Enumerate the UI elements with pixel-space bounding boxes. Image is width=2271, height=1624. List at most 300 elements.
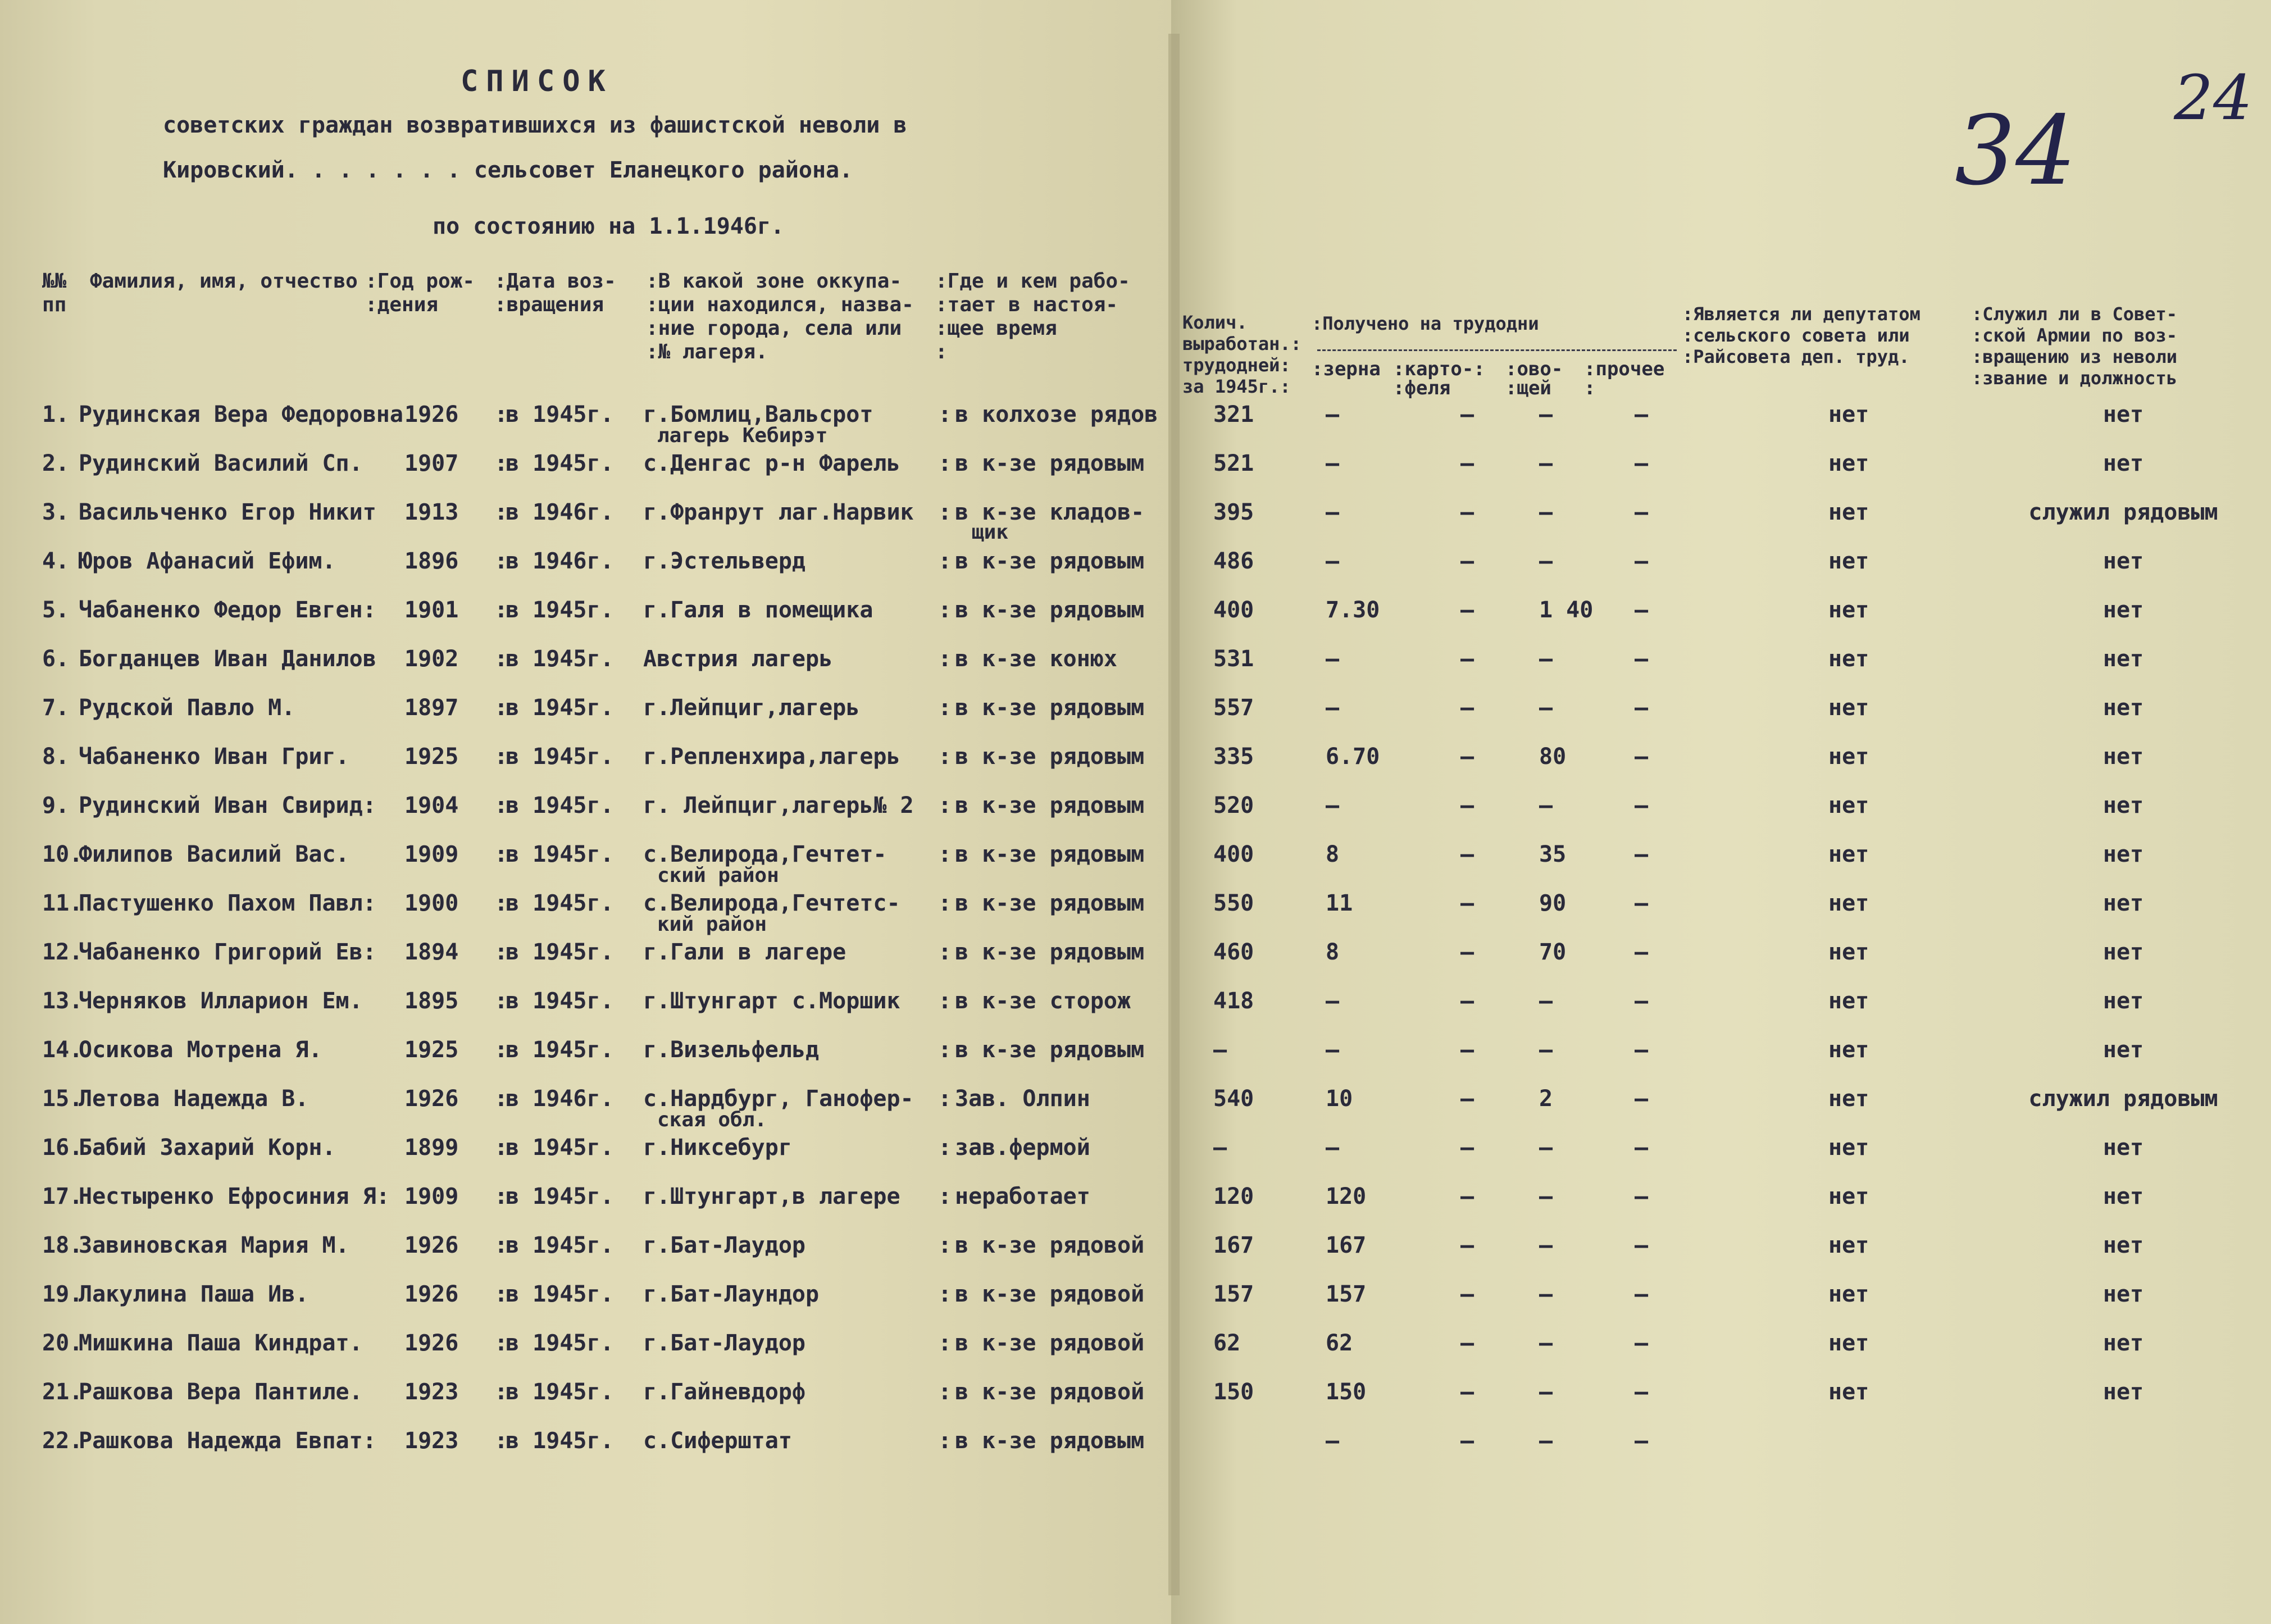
row-current-work: в к-зе сторож — [955, 988, 1131, 1014]
row-army-service: нет — [2102, 1232, 2144, 1258]
column-separator: : — [494, 1037, 508, 1063]
row-return-date: в 1945г. — [506, 451, 614, 476]
row-army-service: нет — [2102, 793, 2144, 818]
row-deputy: нет — [1828, 646, 1869, 672]
page-number-corner: 24 — [2174, 62, 2252, 134]
row-deputy: нет — [1828, 695, 1869, 721]
row-return-date: в 1945г. — [506, 841, 614, 867]
column-separator: : — [938, 1184, 952, 1209]
row-grain: – — [1326, 1428, 1340, 1454]
row-other: – — [1635, 451, 1649, 476]
row-other: – — [1635, 1184, 1649, 1209]
header-name: Фамилия, имя, отчество — [90, 270, 358, 293]
row-occupation-zone: г.Гайневдорф — [643, 1379, 805, 1405]
row-occupation-zone: г.Репленхира,лагерь — [643, 744, 900, 770]
row-army-service: нет — [2102, 841, 2144, 867]
row-birth-year: 1909 — [404, 1184, 459, 1209]
row-vegetables: – — [1539, 451, 1553, 476]
row-occupation-zone: г.Франрут лаг.Нарвик — [643, 499, 914, 525]
row-workdays: 395 — [1213, 499, 1254, 525]
row-grain: 6.70 — [1326, 744, 1380, 770]
row-name: Летова Надежда В. — [79, 1086, 309, 1112]
row-name: Рудинский Василий Сп. — [79, 451, 363, 476]
row-birth-year: 1895 — [404, 988, 459, 1014]
row-deputy: нет — [1828, 1379, 1869, 1405]
column-separator: : — [938, 1330, 952, 1356]
row-workdays: 62 — [1213, 1330, 1241, 1356]
row-other: – — [1635, 1037, 1649, 1063]
column-separator: : — [938, 597, 952, 623]
row-return-date: в 1945г. — [506, 793, 614, 818]
row-name: Богданцев Иван Данилов — [79, 646, 376, 672]
row-vegetables: – — [1539, 695, 1553, 721]
row-grain: – — [1326, 499, 1340, 525]
column-separator: : — [938, 1379, 952, 1405]
column-separator: : — [938, 1232, 952, 1258]
column-separator: : — [494, 939, 508, 965]
row-return-date: в 1946г. — [506, 548, 614, 574]
row-deputy: нет — [1828, 451, 1869, 476]
row-workdays: – — [1213, 1037, 1227, 1063]
row-potato: – — [1460, 597, 1474, 623]
row-occupation-zone: г.Штунгарт,в лагере — [643, 1184, 900, 1209]
row-current-work-cont: щик — [972, 521, 1009, 544]
row-return-date: в 1945г. — [506, 1330, 614, 1356]
row-return-date: в 1946г. — [506, 499, 614, 525]
row-other: – — [1635, 1135, 1649, 1161]
row-occupation-zone: с.Велирода,Гечтет- — [643, 841, 887, 867]
row-workdays: 321 — [1213, 402, 1254, 427]
row-number: 14. — [42, 1037, 83, 1063]
row-grain: – — [1326, 695, 1340, 721]
row-name: Пастушенко Пахом Павл: — [79, 890, 376, 916]
row-potato: – — [1460, 402, 1474, 427]
column-separator: : — [938, 451, 952, 476]
row-vegetables: 35 — [1539, 841, 1567, 867]
header-zone: :В какой зоне оккупа- :ции находился, назва- :ние города, села или :№ лагеря. — [646, 270, 914, 363]
doc-location: Кировский. . . . . . . сельсовет Еланецкого района. — [163, 157, 853, 183]
row-number: 13. — [42, 988, 83, 1014]
row-army-service: нет — [2102, 744, 2144, 770]
column-separator: : — [494, 646, 508, 672]
row-deputy: нет — [1828, 1037, 1869, 1063]
row-name: Чабаненко Федор Евген: — [79, 597, 376, 623]
row-birth-year: 1909 — [404, 841, 459, 867]
page-number-stamp: 34 — [1955, 95, 2077, 207]
row-return-date: в 1945г. — [506, 1428, 614, 1454]
row-grain: – — [1326, 1037, 1340, 1063]
row-name: Нестыренко Ефросиния Я: — [79, 1184, 390, 1209]
header-veg: :ово- :щей — [1505, 358, 1563, 399]
row-potato: – — [1460, 744, 1474, 770]
row-birth-year: 1926 — [404, 1281, 459, 1307]
row-potato: – — [1460, 1281, 1474, 1307]
column-separator: : — [938, 402, 952, 427]
row-vegetables: 80 — [1539, 744, 1567, 770]
row-potato: – — [1460, 1135, 1474, 1161]
column-separator: : — [494, 988, 508, 1014]
row-grain: 7.30 — [1326, 597, 1380, 623]
row-birth-year: 1907 — [404, 451, 459, 476]
row-deputy: нет — [1828, 793, 1869, 818]
row-army-service: нет — [2102, 597, 2144, 623]
row-potato: – — [1460, 695, 1474, 721]
row-deputy: нет — [1828, 890, 1869, 916]
row-return-date: в 1945г. — [506, 939, 614, 965]
row-number: 5. — [42, 597, 70, 623]
row-workdays: 540 — [1213, 1086, 1254, 1112]
row-birth-year: 1923 — [404, 1379, 459, 1405]
row-vegetables: – — [1539, 402, 1553, 427]
row-vegetables: 2 — [1539, 1086, 1553, 1112]
row-deputy: нет — [1828, 1184, 1869, 1209]
row-potato: – — [1460, 1037, 1474, 1063]
row-current-work: в к-зе рядовым — [955, 890, 1145, 916]
header-workdays: Колич. выработан.: трудодней: за 1945г.: — [1182, 312, 1301, 397]
row-return-date: в 1945г. — [506, 597, 614, 623]
column-separator: : — [494, 1379, 508, 1405]
row-potato: – — [1460, 1428, 1474, 1454]
row-deputy: нет — [1828, 841, 1869, 867]
row-birth-year: 1926 — [404, 402, 459, 427]
row-army-service: нет — [2102, 1281, 2144, 1307]
row-birth-year: 1896 — [404, 548, 459, 574]
row-occupation-zone: г.Гали в лагере — [643, 939, 846, 965]
column-separator: : — [938, 1037, 952, 1063]
row-name: Осикова Мотрена Я. — [79, 1037, 322, 1063]
row-army-service: нет — [2102, 988, 2144, 1014]
row-grain: 8 — [1326, 841, 1340, 867]
row-birth-year: 1894 — [404, 939, 459, 965]
row-army-service: нет — [2102, 1379, 2144, 1405]
column-separator: : — [494, 841, 508, 867]
row-current-work: в к-зе кладов- — [955, 499, 1145, 525]
row-other: – — [1635, 1281, 1649, 1307]
row-grain: 10 — [1326, 1086, 1353, 1112]
column-separator: : — [938, 939, 952, 965]
row-vegetables: – — [1539, 1037, 1553, 1063]
column-separator: : — [494, 1281, 508, 1307]
row-birth-year: 1913 — [404, 499, 459, 525]
row-vegetables: – — [1539, 1379, 1553, 1405]
column-separator: : — [938, 646, 952, 672]
row-name: Бабий Захарий Корн. — [79, 1135, 336, 1161]
row-other: – — [1635, 841, 1649, 867]
row-army-service: нет — [2102, 1330, 2144, 1356]
row-occupation-zone: г.Штунгарт с.Моршик — [643, 988, 900, 1014]
row-other: – — [1635, 402, 1649, 427]
row-return-date: в 1945г. — [506, 890, 614, 916]
row-name: Рашкова Надежда Евпат: — [79, 1428, 376, 1454]
row-potato: – — [1460, 890, 1474, 916]
row-army-service: служил рядовым — [2028, 499, 2218, 525]
row-number: 1. — [42, 402, 70, 427]
row-number: 15. — [42, 1086, 83, 1112]
row-other: – — [1635, 646, 1649, 672]
row-army-service: нет — [2102, 1184, 2144, 1209]
row-current-work: в к-зе рядовым — [955, 793, 1145, 818]
row-number: 12. — [42, 939, 83, 965]
row-occupation-zone: г. Лейпциг,лагерь№ 2 — [643, 793, 914, 818]
row-occupation-zone-cont: ский район — [657, 864, 779, 887]
row-number: 8. — [42, 744, 70, 770]
row-occupation-zone: г.Бат-Лаудор — [643, 1232, 805, 1258]
row-birth-year: 1926 — [404, 1232, 459, 1258]
row-return-date: в 1945г. — [506, 1184, 614, 1209]
row-potato: – — [1460, 1379, 1474, 1405]
row-grain: 157 — [1326, 1281, 1367, 1307]
row-occupation-zone: с.Денгас р-н Фарель — [643, 451, 900, 476]
row-other: – — [1635, 1379, 1649, 1405]
row-deputy: нет — [1828, 597, 1869, 623]
row-vegetables: – — [1539, 1281, 1553, 1307]
row-other: – — [1635, 1232, 1649, 1258]
row-vegetables: – — [1539, 499, 1553, 525]
header-other: :прочее : — [1584, 358, 1665, 399]
row-current-work: неработает — [955, 1184, 1090, 1209]
row-army-service: нет — [2102, 890, 2144, 916]
row-current-work: в к-зе рядовой — [955, 1232, 1145, 1258]
row-vegetables: – — [1539, 646, 1553, 672]
row-birth-year: 1926 — [404, 1330, 459, 1356]
row-vegetables: – — [1539, 548, 1553, 574]
row-birth-year: 1897 — [404, 695, 459, 721]
row-deputy: нет — [1828, 1135, 1869, 1161]
column-separator: : — [938, 988, 952, 1014]
row-occupation-zone-cont: ская обл. — [657, 1108, 767, 1131]
row-other: – — [1635, 988, 1649, 1014]
doc-date: по состоянию на 1.1.1946г. — [433, 213, 785, 239]
row-current-work: в к-зе рядовым — [955, 744, 1145, 770]
row-workdays: 521 — [1213, 451, 1254, 476]
row-other: – — [1635, 695, 1649, 721]
row-birth-year: 1926 — [404, 1086, 459, 1112]
column-separator: : — [494, 548, 508, 574]
row-birth-year: 1925 — [404, 744, 459, 770]
column-separator: : — [938, 841, 952, 867]
row-number: 6. — [42, 646, 70, 672]
row-current-work: в к-зе конюх — [955, 646, 1117, 672]
row-number: 21. — [42, 1379, 83, 1405]
row-workdays: 150 — [1213, 1379, 1254, 1405]
row-return-date: в 1945г. — [506, 646, 614, 672]
row-army-service: нет — [2102, 402, 2144, 427]
row-occupation-zone: г.Бомлиц,Вальсрот — [643, 402, 873, 427]
row-current-work: в к-зе рядовым — [955, 939, 1145, 965]
row-grain: – — [1326, 988, 1340, 1014]
row-workdays: 531 — [1213, 646, 1254, 672]
row-current-work: в к-зе рядовым — [955, 1428, 1145, 1454]
row-birth-year: 1900 — [404, 890, 459, 916]
row-number: 7. — [42, 695, 70, 721]
row-vegetables: 1 40 — [1539, 597, 1594, 623]
row-grain: – — [1326, 451, 1340, 476]
row-number: 4. — [42, 548, 70, 574]
row-vegetables: – — [1539, 1330, 1553, 1356]
row-potato: – — [1460, 793, 1474, 818]
row-potato: – — [1460, 646, 1474, 672]
row-name: Лакулина Паша Ив. — [79, 1281, 309, 1307]
row-current-work: Зав. Олпин — [955, 1086, 1090, 1112]
row-name: Чабаненко Григорий Ев: — [79, 939, 376, 965]
column-separator: : — [494, 402, 508, 427]
row-birth-year: 1925 — [404, 1037, 459, 1063]
row-deputy: нет — [1828, 939, 1869, 965]
row-grain: – — [1326, 646, 1340, 672]
row-workdays: 400 — [1213, 597, 1254, 623]
row-grain: 150 — [1326, 1379, 1367, 1405]
row-current-work: в к-зе рядовым — [955, 695, 1145, 721]
header-rule — [1317, 349, 1677, 351]
row-potato: – — [1460, 548, 1474, 574]
row-grain: – — [1326, 793, 1340, 818]
row-other: – — [1635, 793, 1649, 818]
row-number: 18. — [42, 1232, 83, 1258]
row-birth-year: 1901 — [404, 597, 459, 623]
row-occupation-zone: г.Галя в помещика — [643, 597, 873, 623]
row-workdays: 557 — [1213, 695, 1254, 721]
column-separator: : — [938, 695, 952, 721]
row-other: – — [1635, 1086, 1649, 1112]
row-name: Рудской Павло М. — [79, 695, 295, 721]
header-grain: :зерна — [1312, 358, 1381, 380]
row-workdays: 157 — [1213, 1281, 1254, 1307]
row-number: 9. — [42, 793, 70, 818]
row-grain: – — [1326, 548, 1340, 574]
row-grain: 62 — [1326, 1330, 1353, 1356]
row-workdays: 335 — [1213, 744, 1254, 770]
row-workdays: 460 — [1213, 939, 1254, 965]
row-vegetables: – — [1539, 1428, 1553, 1454]
row-return-date: в 1945г. — [506, 1232, 614, 1258]
header-work: :Где и кем рабо- :тает в настоя- :щее время : — [935, 270, 1130, 363]
row-name: Завиновская Мария М. — [79, 1232, 349, 1258]
row-army-service: нет — [2102, 1135, 2144, 1161]
column-separator: : — [494, 1232, 508, 1258]
row-other: – — [1635, 890, 1649, 916]
row-current-work: в к-зе рядовым — [955, 1037, 1145, 1063]
row-grain: – — [1326, 402, 1340, 427]
row-occupation-zone: с.Сиферштат — [643, 1428, 792, 1454]
row-potato: – — [1460, 988, 1474, 1014]
row-number: 16. — [42, 1135, 83, 1161]
header-return: :Дата воз- :вращения — [494, 270, 616, 316]
row-deputy: нет — [1828, 499, 1869, 525]
row-workdays: 550 — [1213, 890, 1254, 916]
row-potato: – — [1460, 1232, 1474, 1258]
row-deputy: нет — [1828, 1232, 1869, 1258]
page-gutter — [1168, 34, 1180, 1595]
row-grain: 167 — [1326, 1232, 1367, 1258]
doc-title: СПИСОК — [461, 65, 613, 98]
row-current-work: в к-зе рядовым — [955, 841, 1145, 867]
row-name: Черняков Илларион Ем. — [79, 988, 363, 1014]
row-other: – — [1635, 1330, 1649, 1356]
row-return-date: в 1945г. — [506, 744, 614, 770]
row-workdays: 520 — [1213, 793, 1254, 818]
row-current-work: в к-зе рядовым — [955, 451, 1145, 476]
row-occupation-zone: с.Нардбург, Ганофер- — [643, 1086, 914, 1112]
row-number: 20. — [42, 1330, 83, 1356]
row-return-date: в 1945г. — [506, 1379, 614, 1405]
row-other: – — [1635, 1428, 1649, 1454]
row-grain: 11 — [1326, 890, 1353, 916]
row-birth-year: 1904 — [404, 793, 459, 818]
row-name: Чабаненко Иван Григ. — [79, 744, 349, 770]
column-separator: : — [494, 1428, 508, 1454]
row-army-service: нет — [2102, 1037, 2144, 1063]
row-deputy: нет — [1828, 988, 1869, 1014]
row-name: Рудинская Вера Федоровна — [79, 402, 403, 427]
header-received: :Получено на трудодни — [1312, 313, 1539, 334]
column-separator: : — [494, 793, 508, 818]
row-number: 2. — [42, 451, 70, 476]
column-separator: : — [938, 793, 952, 818]
row-army-service: нет — [2102, 939, 2144, 965]
row-potato: – — [1460, 1184, 1474, 1209]
row-return-date: в 1945г. — [506, 988, 614, 1014]
column-separator: : — [494, 451, 508, 476]
row-vegetables: – — [1539, 1232, 1553, 1258]
row-potato: – — [1460, 841, 1474, 867]
row-vegetables: 90 — [1539, 890, 1567, 916]
column-separator: : — [494, 695, 508, 721]
column-separator: : — [938, 1428, 952, 1454]
row-occupation-zone: г.Бат-Лаундор — [643, 1281, 820, 1307]
column-separator: : — [938, 1281, 952, 1307]
header-potato: :карто-: :феля — [1393, 358, 1485, 399]
column-separator: : — [938, 890, 952, 916]
column-separator: : — [938, 499, 952, 525]
column-separator: : — [494, 1330, 508, 1356]
row-workdays: – — [1213, 1135, 1227, 1161]
row-name: Мишкина Паша Киндрат. — [79, 1330, 363, 1356]
row-workdays: 418 — [1213, 988, 1254, 1014]
row-potato: – — [1460, 939, 1474, 965]
row-deputy: нет — [1828, 548, 1869, 574]
row-return-date: в 1945г. — [506, 1135, 614, 1161]
row-deputy: нет — [1828, 402, 1869, 427]
row-vegetables: – — [1539, 1184, 1553, 1209]
row-potato: – — [1460, 499, 1474, 525]
row-vegetables: – — [1539, 793, 1553, 818]
row-vegetables: – — [1539, 988, 1553, 1014]
row-current-work: в колхозе рядов — [955, 402, 1158, 427]
row-deputy: нет — [1828, 1281, 1869, 1307]
row-deputy: нет — [1828, 744, 1869, 770]
row-number: 19. — [42, 1281, 83, 1307]
row-army-service: нет — [2102, 451, 2144, 476]
row-army-service: нет — [2102, 695, 2144, 721]
row-occupation-zone: Австрия лагерь — [643, 646, 833, 672]
row-return-date: в 1946г. — [506, 1086, 614, 1112]
row-occupation-zone: с.Велирода,Гечтетс- — [643, 890, 900, 916]
row-name: Васильченко Егор Никит — [79, 499, 376, 525]
row-potato: – — [1460, 1330, 1474, 1356]
row-other: – — [1635, 744, 1649, 770]
row-birth-year: 1902 — [404, 646, 459, 672]
header-num: №№ пп — [42, 270, 67, 316]
row-current-work: в к-зе рядовой — [955, 1281, 1145, 1307]
row-army-service: нет — [2102, 646, 2144, 672]
row-name: Рудинский Иван Свирид: — [79, 793, 376, 818]
row-deputy: нет — [1828, 1086, 1869, 1112]
row-name: Филипов Василий Вас. — [79, 841, 349, 867]
row-army-service: служил рядовым — [2028, 1086, 2218, 1112]
row-occupation-zone: г.Визельфельд — [643, 1037, 820, 1063]
header-deputy: :Является ли депутатом :сельского совета или :Райсовета деп. труд. — [1682, 303, 1920, 367]
row-vegetables: 70 — [1539, 939, 1567, 965]
